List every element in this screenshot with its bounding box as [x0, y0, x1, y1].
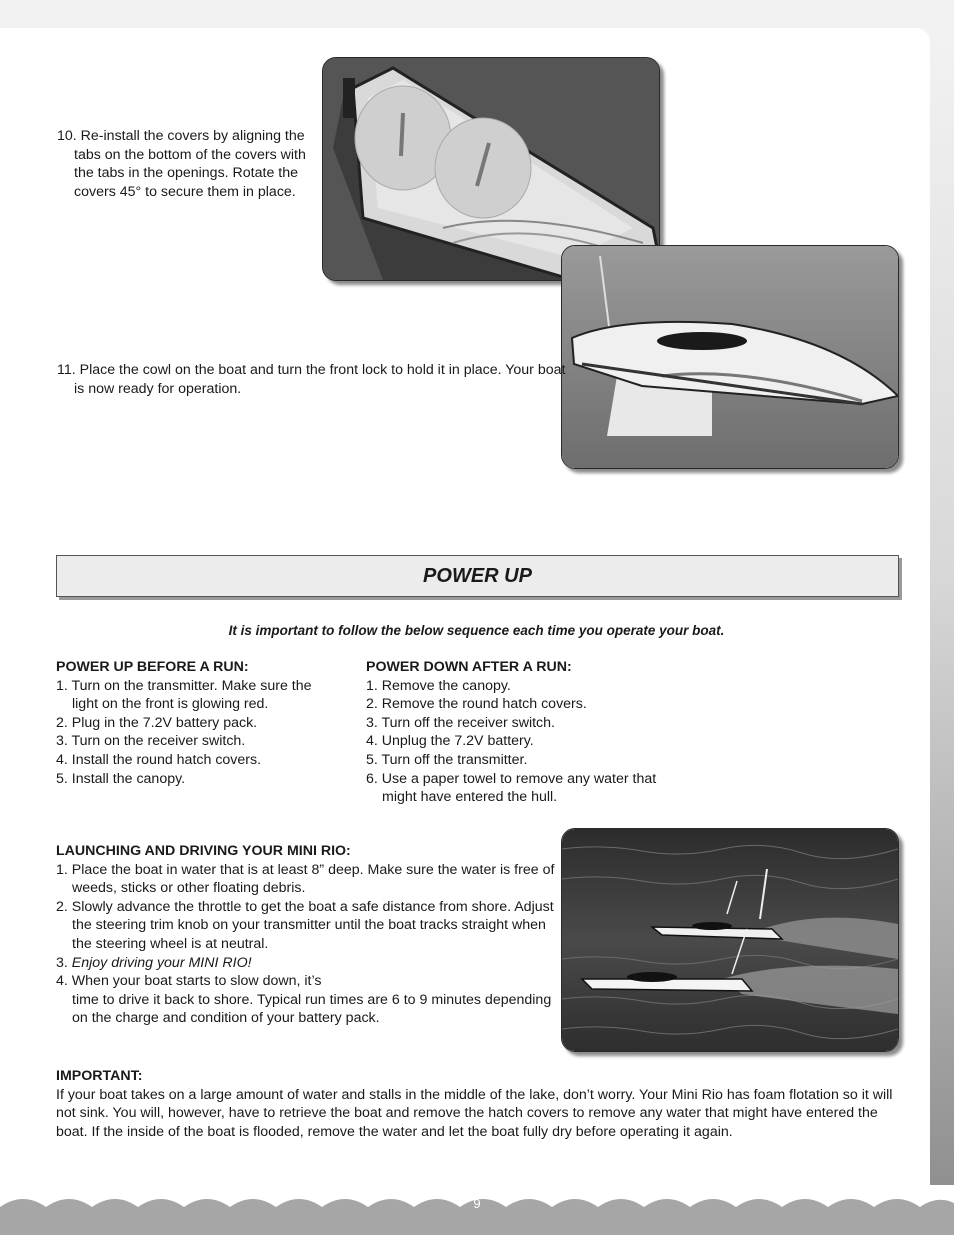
list-item: 1. Remove the canopy. [366, 677, 511, 694]
list-item: 2. Plug in the 7.2V battery pack. [56, 714, 258, 731]
item-line: 4. When your boat starts to slow down, it’s [56, 973, 322, 990]
step-11-text: 11. Place the cowl on the boat and turn the front lock to hold it in place. Your boat is now ready for operation. [57, 362, 566, 397]
item-line: time to drive it back to shore. Typical run times are 6 to 9 minutes depending on the charge and condition of your battery pack. [72, 991, 552, 1027]
section-banner [56, 555, 899, 597]
list-item [56, 954, 556, 973]
list-item: 4. Unplug the 7.2V battery. [366, 733, 534, 750]
important-section [56, 1067, 898, 1141]
important-body: If your boat takes on a large amount of water and stalls in the middle of the lake, don’t worry. Your Mini Rio has foam flotation so it will not sink. You will, however, have to retrieve the boat and remove the hatch covers to remove any water that might have entered the boat. If the inside of the boat is flooded, remove the water and let the boat fully dry before operating it again. [56, 1086, 893, 1140]
list-item: 3. Turn on the receiver switch. [56, 733, 246, 750]
launching-section [56, 842, 556, 1028]
list-item: 4. Install the round hatch covers. [56, 751, 262, 768]
boats-on-water-photo [561, 828, 899, 1052]
launching-list [56, 861, 556, 1028]
launching-heading: LAUNCHING AND DRIVING YOUR MINI RIO: [56, 843, 351, 859]
step-10-text: 10. Re-install the covers by aligning the tabs on the bottom of the covers with the tabs in the openings. Rotate the covers 45° to secure them in place. [57, 128, 306, 200]
list-item: 1. Turn on the transmitter. Make sure the light on the front is glowing red. [56, 677, 312, 713]
power-up-heading: POWER UP BEFORE A RUN: [56, 659, 249, 675]
power-down-list [366, 677, 666, 807]
list-item: 5. Turn off the transmitter. [366, 751, 528, 768]
page-number: 9 [473, 1196, 481, 1211]
list-item [56, 972, 556, 1028]
list-item: 2. Slowly advance the throttle to get the boat a safe distance from shore. Adjust the steering trim knob on your transmitter until the boat tracks straight when the steering wheel is at neutral. [56, 898, 554, 952]
important-heading: IMPORTANT: [56, 1068, 143, 1084]
list-item: 6. Use a paper towel to remove any water that might have entered the hull. [366, 770, 657, 806]
power-up-section [56, 658, 326, 788]
item-number: 3. [56, 954, 72, 971]
boat-on-stand-photo [561, 245, 899, 469]
power-up-list [56, 677, 326, 789]
item-emphasis: Enjoy driving your MINI RIO! [71, 954, 252, 971]
banner-title: POWER UP [423, 565, 532, 587]
list-item: 5. Install the canopy. [56, 770, 186, 787]
side-gradient-band [930, 30, 954, 1235]
list-item: 3. Turn off the receiver switch. [366, 714, 555, 731]
power-down-heading: POWER DOWN AFTER A RUN: [366, 659, 572, 675]
list-item: 1. Place the boat in water that is at least 8” deep. Make sure the water is free of weeds, sticks or other floating debris. [56, 861, 555, 897]
intro-line: It is important to follow the below sequence each time you operate your boat. [228, 623, 725, 638]
list-item: 2. Remove the round hatch covers. [366, 696, 587, 713]
power-down-section [366, 658, 666, 807]
